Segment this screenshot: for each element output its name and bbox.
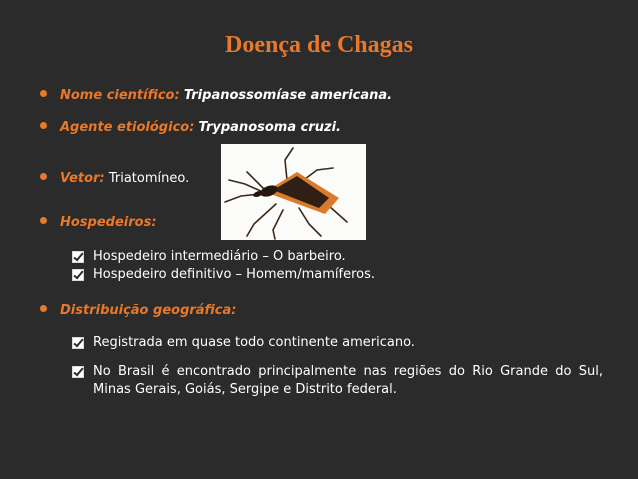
bullet-label: Distribuição geográfica: [60,303,237,318]
bullet-value: Triatomíneo. [108,171,190,186]
bullet-value: Tripanossomíase americana. [183,88,393,103]
bullet-dot-icon [40,90,47,97]
bullet-dot-icon [40,305,47,312]
bullet-distribuicao-geografica [40,302,236,319]
bullet-label: Vetor: [60,171,105,186]
bullet-label: Nome científico: [60,88,180,103]
slide-title: Doença de Chagas [224,32,413,58]
bug-illustration [221,144,366,240]
checkbox-icon [72,337,84,349]
bullet-label: Hospedeiros: [60,215,157,230]
list-item-text: Hospedeiro intermediário – O barbeiro. [93,249,346,264]
list-item-hospedeiro-definitivo [72,266,375,284]
list-item-text: Hospedeiro definitivo – Homem/mamíferos. [93,267,376,282]
list-item-hospedeiro-intermediario [72,248,346,266]
bullet-dot-icon [40,173,47,180]
checkbox-icon [72,366,84,378]
bullet-hospedeiros [40,214,157,231]
list-item-registrada [72,334,415,352]
checkbox-icon [72,251,84,263]
bullet-value: Trypanosoma cruzi. [198,120,341,135]
bullet-nome-cientifico [40,87,392,104]
bullet-label: Agente etiológico: [60,120,195,135]
triatomine-bug-photo [221,144,366,240]
bullet-dot-icon [40,217,47,224]
bullet-vetor [40,170,189,187]
list-item-text: Registrada em quase todo continente americano. [93,335,415,350]
list-item-brasil [72,363,603,399]
bullet-dot-icon [40,122,47,129]
bullet-agente-etiologico [40,119,341,136]
list-item-text: No Brasil é encontrado principalmente nas regiões do Rio Grande do Sul, Minas Gerais, Goiás, Sergipe e Distrito federal. [93,364,603,397]
checkbox-icon [72,269,84,281]
